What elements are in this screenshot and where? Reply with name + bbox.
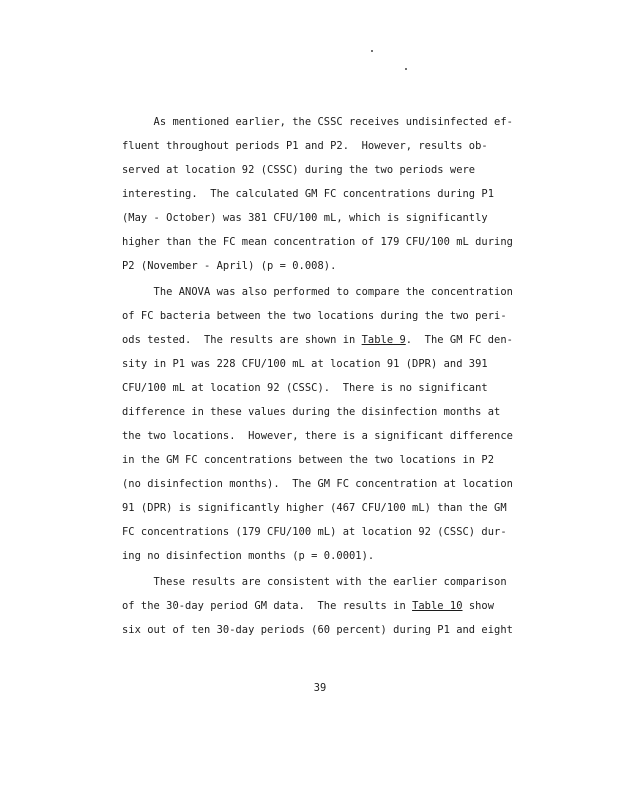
text-line: The ANOVA was also performed to compare the concentration	[122, 286, 513, 298]
scan-speck	[405, 68, 407, 70]
text-line: ing no disinfection months (p = 0.0001).	[122, 550, 375, 562]
text-line: As mentioned earlier, the CSSC receives undisinfected ef-	[122, 116, 513, 128]
text-line: difference in these values during the disinfection months at	[122, 406, 501, 418]
text-line: the two locations. However, there is a significant difference	[122, 430, 513, 442]
text-line: FC concentrations (179 CFU/100 mL) at location 92 (CSSC) dur-	[122, 526, 507, 538]
text-line: CFU/100 mL at location 92 (CSSC). There is no significant	[122, 382, 488, 394]
table-reference: Table 9	[361, 334, 406, 346]
text-line-with-ref	[122, 600, 522, 612]
text-line: interesting. The calculated GM FC concentrations during P1	[122, 188, 495, 200]
text-segment: show	[462, 600, 495, 612]
text-segment: ods tested. The results are shown in	[122, 334, 362, 346]
text-line: higher than the FC mean concentration of 179 CFU/100 mL during	[122, 236, 513, 248]
text-line: six out of ten 30-day periods (60 percent) during P1 and eight	[122, 624, 513, 636]
scan-speck	[371, 50, 373, 52]
text-line: of FC bacteria between the two locations during the two peri-	[122, 310, 507, 322]
text-segment: . The GM FC den-	[405, 334, 513, 346]
text-line: served at location 92 (CSSC) during the two periods were	[122, 164, 476, 176]
text-line: sity in P1 was 228 CFU/100 mL at location 91 (DPR) and 391	[122, 358, 488, 370]
page-number: 39	[313, 682, 327, 694]
text-line: P2 (November - April) (p = 0.008).	[122, 260, 337, 272]
text-line: These results are consistent with the earlier comparison	[122, 576, 507, 588]
text-line: (no disinfection months). The GM FC concentration at location	[122, 478, 513, 490]
text-line-with-ref	[122, 334, 522, 346]
text-segment: of the 30-day period GM data. The results in	[122, 600, 413, 612]
text-line: fluent throughout periods P1 and P2. However, results ob-	[122, 140, 488, 152]
text-line: in the GM FC concentrations between the two locations in P2	[122, 454, 495, 466]
table-reference: Table 10	[412, 600, 463, 612]
text-line: 91 (DPR) is significantly higher (467 CFU/100 mL) than the GM	[122, 502, 507, 514]
text-line: (May - October) was 381 CFU/100 mL, which is significantly	[122, 212, 488, 224]
